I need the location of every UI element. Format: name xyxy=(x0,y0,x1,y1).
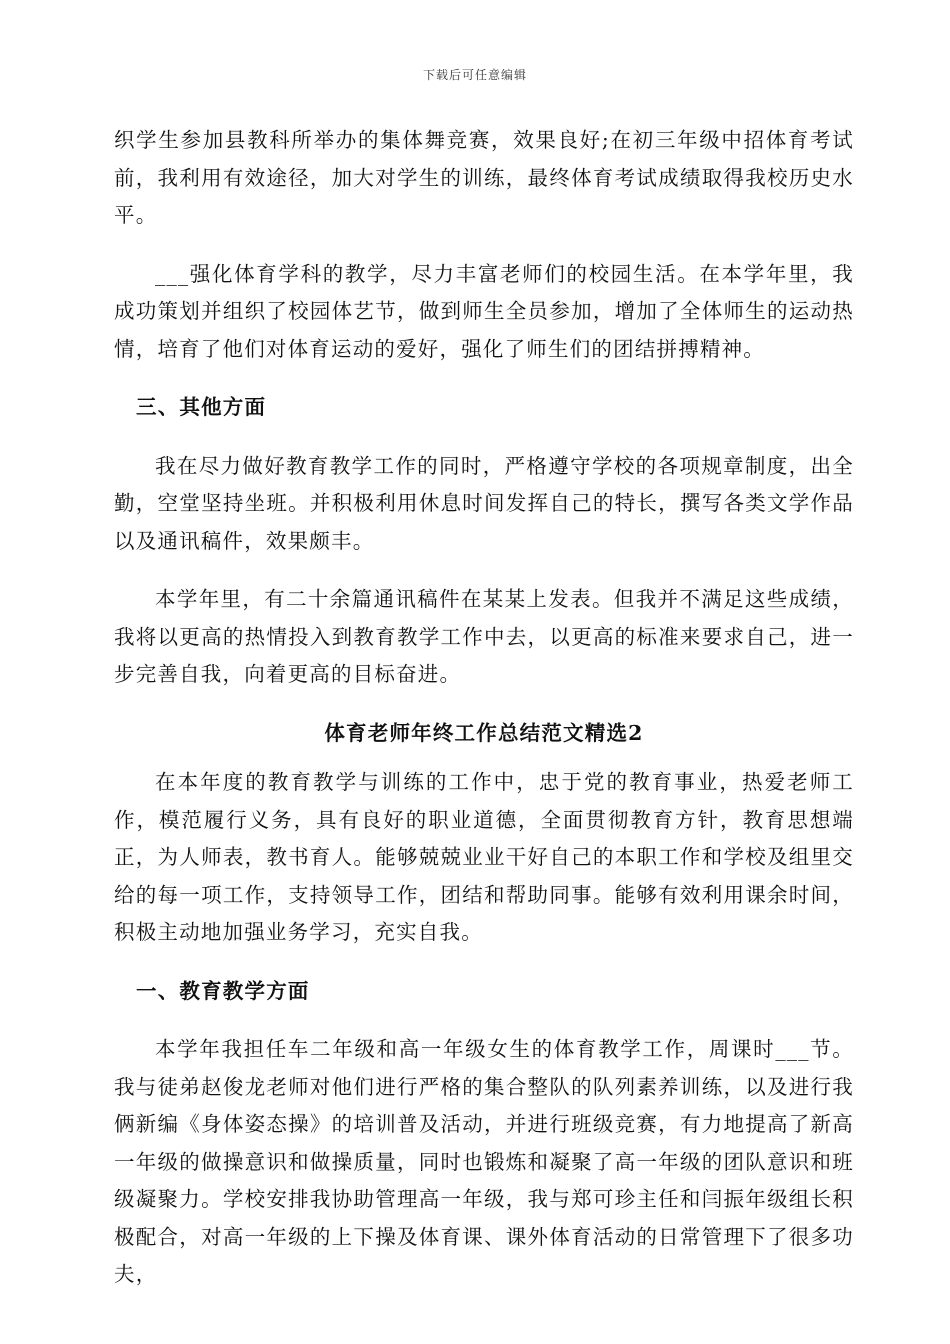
article-title: 体育老师年终工作总结范文精选2 xyxy=(324,720,644,745)
document-body xyxy=(114,122,854,1294)
paragraph-discipline: 我在尽力做好教育教学工作的同时，严格遵守学校的各项规章制度，出全勤，空堂坚持坐班。并积极利用休息时间发挥自己的特长，撰写各类文学作品以及通讯稿件，效果颇丰。 xyxy=(114,453,854,553)
paragraph-teaching: 本学年我担任车二年级和高一年级女生的体育教学工作，周课时___节。我与徒弟赵俊龙老师对他们进行严格的集合整队的队列素养训练，以及进行我俩新编《身体姿态操》的培训普及活动，并进行班级竞赛，有力地提高了新高一年级的做操意识和做操质量，同时也锻炼和凝聚了高一年级的团队意识和班级凝聚力。学校安排我协助管理高一年级，我与郑可珍主任和闫振年级组长积极配合，对高一年级的上下操及体育课、课外体育活动的日常管理下了很多功夫， xyxy=(114,1037,854,1286)
paragraph-intro: 在本年度的教育教学与训练的工作中，忠于党的教育事业，热爱老师工作，模范履行义务，具有良好的职业道德，全面贯彻教育方针，教育思想端正，为人师表，教书育人。能够兢兢业业干好自己的本职工作和学校及组里交给的每一项工作，支持领导工作，团结和帮助同事。能够有效利用课余时间，积极主动地加强业务学习，充实自我。 xyxy=(114,770,854,944)
paragraph-sports-festival: ___强化体育学科的教学，尽力丰富老师们的校园生活。在本学年里，我成功策划并组织了校园体艺节，做到师生全员参加，增加了全体师生的运动热情，培育了他们对体育运动的爱好，强化了师生们的团结拼搏精神。 xyxy=(114,261,854,361)
header-note: 下载后可任意编辑 xyxy=(422,68,527,82)
section-heading-teaching: 一、教育教学方面 xyxy=(136,978,310,1003)
section-heading-other: 三、其他方面 xyxy=(136,395,267,419)
paragraph-continuation: 织学生参加县教科所举办的集体舞竞赛，效果良好;在初三年级中招体育考试前，我利用有效途径，加大对学生的训练，最终体育考试成绩取得我校历史水平。 xyxy=(114,128,854,227)
paragraph-publications: 本学年里，有二十余篇通讯稿件在某某上发表。但我并不满足这些成绩，我将以更高的热情投入到教育教学工作中去，以更高的标准来要求自己，进一步完善自我，向着更高的目标奋进。 xyxy=(114,587,854,686)
